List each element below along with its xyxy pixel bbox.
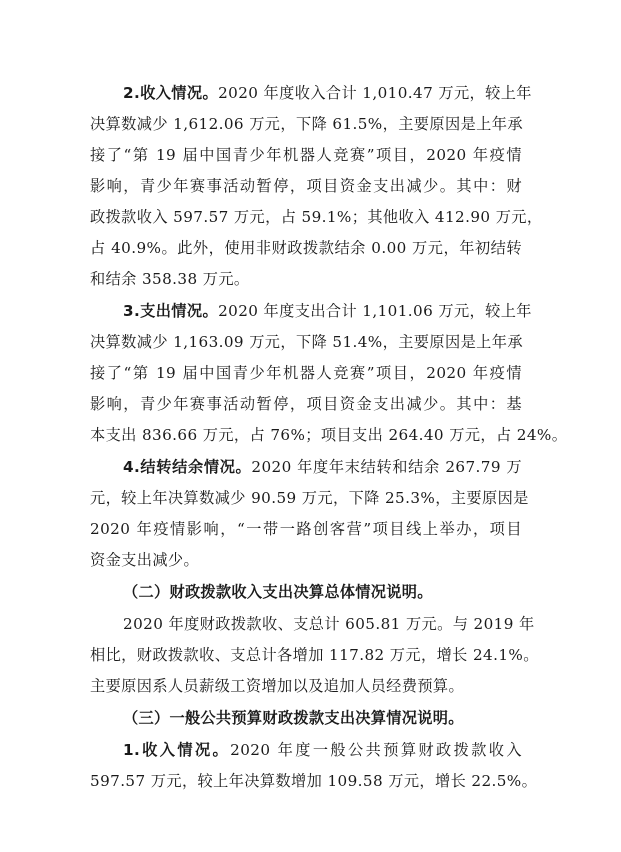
income-line-5: 政拨款收入 597.57 万元，占 59.1%；其他收入 412.90 万元， [90, 208, 543, 226]
income-line-7: 和结余 358.38 万元。 [90, 270, 250, 288]
carryover-line-4: 资金支出减少。 [90, 551, 200, 569]
budget-income-label: 1.收入情况。 [123, 741, 231, 759]
budget-income-line-1: 1.收入情况。2020 年度一般公共预算财政拨款收入 [123, 741, 522, 759]
income-line-3: 接了“第 19 届中国青少年机器人竞赛”项目，2020 年疫情 [90, 146, 522, 164]
expenditure-line-2: 决算数减少 1,163.09 万元，下降 51.4%，主要原因是上年承 [90, 333, 523, 351]
expenditure-label: 3.支出情况。 [123, 302, 219, 320]
fiscal-line-2: 相比，财政拨款收、支总计各增加 117.82 万元，增长 24.1%。 [90, 646, 539, 664]
expenditure-line-3: 接了“第 19 届中国青少年机器人竞赛”项目，2020 年疫情 [90, 364, 522, 382]
expenditure-line-1: 3.支出情况。2020 年度支出合计 1,101.06 万元，较上年 [123, 302, 532, 320]
carryover-line-2: 元，较上年决算数减少 90.59 万元，下降 25.3%，主要原因是 [90, 489, 529, 507]
carryover-line-1: 4.结转结余情况。2020 年度年末结转和结余 267.79 万 [123, 458, 522, 476]
expenditure-line-5: 本支出 836.66 万元，占 76%；项目支出 264.40 万元，占 24%。 [90, 426, 568, 444]
income-line-6: 占 40.9%。此外，使用非财政拨款结余 0.00 万元，年初结转 [90, 239, 522, 257]
fiscal-line-3: 主要原因系人员薪级工资增加以及追加人员经费预算。 [90, 677, 465, 695]
carryover-label: 4.结转结余情况。 [123, 458, 252, 476]
income-label: 2.收入情况。 [123, 84, 219, 102]
income-line-1: 2.收入情况。2020 年度收入合计 1,010.47 万元，较上年 [123, 84, 532, 102]
carryover-line-3: 2020 年疫情影响，“一带一路创客营”项目线上举办，项目 [90, 520, 522, 538]
budget-income-line-2: 597.57 万元，较上年决算数增加 109.58 万元，增长 22.5%。 [90, 772, 538, 790]
income-line-2: 决算数减少 1,612.06 万元，下降 61.5%，主要原因是上年承 [90, 115, 523, 133]
income-line-4: 影响，青少年赛事活动暂停，项目资金支出减少。其中：财 [90, 177, 522, 195]
section-heading-2: （二）财政拨款收入支出决算总体情况说明。 [123, 583, 433, 601]
section-heading-3: （三）一般公共预算财政拨款支出决算情况说明。 [123, 709, 464, 727]
expenditure-line-4: 影响，青少年赛事活动暂停，项目资金支出减少。其中：基 [90, 395, 522, 413]
fiscal-line-1: 2020 年度财政拨款收、支总计 605.81 万元。与 2019 年 [123, 615, 535, 633]
